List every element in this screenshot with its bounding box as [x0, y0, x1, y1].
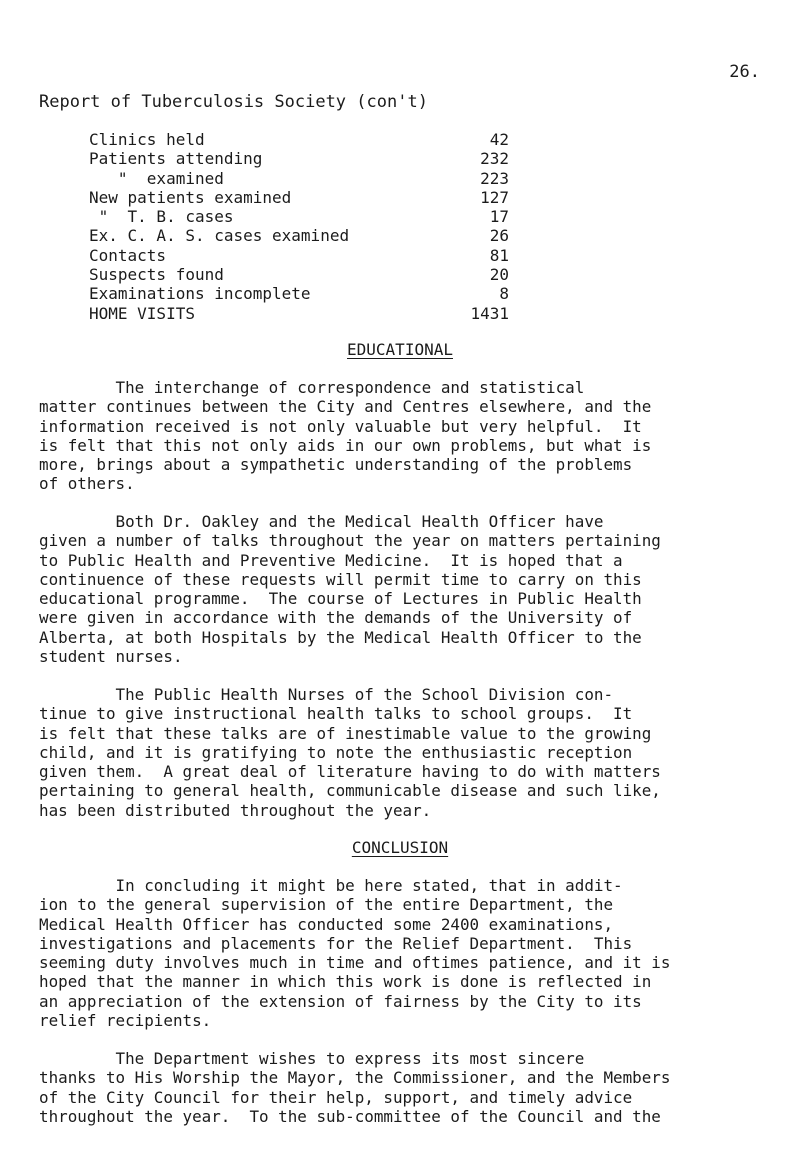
- stat-row: [89, 284, 509, 303]
- stat-value: 26: [489, 226, 509, 246]
- stat-value: 81: [489, 245, 509, 265]
- educational-paragraph-2: Both Dr. Oakley and the Medical Health Officer have given a number of talks throughout the year on matters pertaining to Public Health and Preventive Medicine. It is hoped that a continuence of these requests will permit time to carry on this educational programme. The course of Lectures in Public Health were given in accordance with the demands of the University of Alberta, at both Hospitals by the Medical Health Officer to the student nurses.: [39, 512, 661, 667]
- stat-label: Ex. C. A. S. cases examined: [89, 226, 350, 246]
- stat-row: [89, 246, 509, 265]
- stat-label: Suspects found: [89, 265, 224, 285]
- stat-row: [89, 169, 509, 188]
- stat-label: " examined: [89, 168, 224, 188]
- stat-label: New patients examined: [89, 187, 292, 207]
- stat-label: Patients attending: [89, 149, 263, 169]
- report-header: Report of Tuberculosis Society (con't): [39, 92, 428, 112]
- conclusion-paragraph-1: In concluding it might be here stated, that in addit- ion to the general supervision of the entire Department, the Medical Health Officer has conducted some 2400 examinations, investigations and placements for the Relief Department. This seeming duty involves much in time and oftimes patience, and it is hoped that the manner in which this work is done is reflected in an appreciation of the extension of fairness by the City to its relief recipients.: [39, 876, 671, 1031]
- stat-row: [89, 226, 509, 245]
- stat-row: [89, 130, 509, 149]
- stat-value: 20: [489, 265, 509, 285]
- stat-value: 42: [489, 130, 509, 149]
- stat-label: Contacts: [89, 245, 167, 265]
- page-number: 26.: [729, 62, 760, 82]
- stat-row: [89, 149, 509, 168]
- statistics-table: [89, 130, 509, 323]
- educational-paragraph-3: The Public Health Nurses of the School Division con- tinue to give instructional health talks to school groups. It is felt that these talks are of inestimable value to the growing child, and it is gratifying to note the enthusiastic reception given them. A great deal of literature having to do with matters pertaining to general health, communicable disease and such like, has been distributed throughout the year.: [39, 685, 661, 820]
- stat-row: [89, 265, 509, 284]
- stat-row: [89, 188, 509, 207]
- stat-label: Examinations incomplete: [89, 284, 311, 304]
- stat-row: [89, 304, 509, 323]
- educational-paragraph-1: The interchange of correspondence and statistical matter continues between the City and Centres elsewhere, and the information received is not only valuable but very helpful. It is felt that this not only aids in our own problems, but what is more, brings about a sympathetic understanding of the problems of others.: [39, 378, 652, 494]
- stat-value: 232: [480, 149, 509, 169]
- stat-value: 8: [499, 284, 509, 304]
- stat-value: 223: [480, 168, 509, 188]
- conclusion-paragraph-2: The Department wishes to express its most sincere thanks to His Worship the Mayor, the Commissioner, and the Members of the City Council for their help, support, and timely advice throughout the year. To the sub-committee of the Council and the: [39, 1049, 671, 1126]
- conclusion-heading: CONCLUSION: [351, 838, 449, 857]
- stat-value: 17: [489, 207, 509, 227]
- stat-row: [89, 207, 509, 226]
- educational-heading: EDUCATIONAL: [347, 340, 453, 359]
- stat-label: Clinics held: [89, 130, 205, 149]
- stat-label: " T. B. cases: [89, 207, 234, 227]
- stat-value: 1431: [470, 303, 509, 323]
- stat-value: 127: [480, 187, 509, 207]
- stat-label: HOME VISITS: [89, 303, 195, 323]
